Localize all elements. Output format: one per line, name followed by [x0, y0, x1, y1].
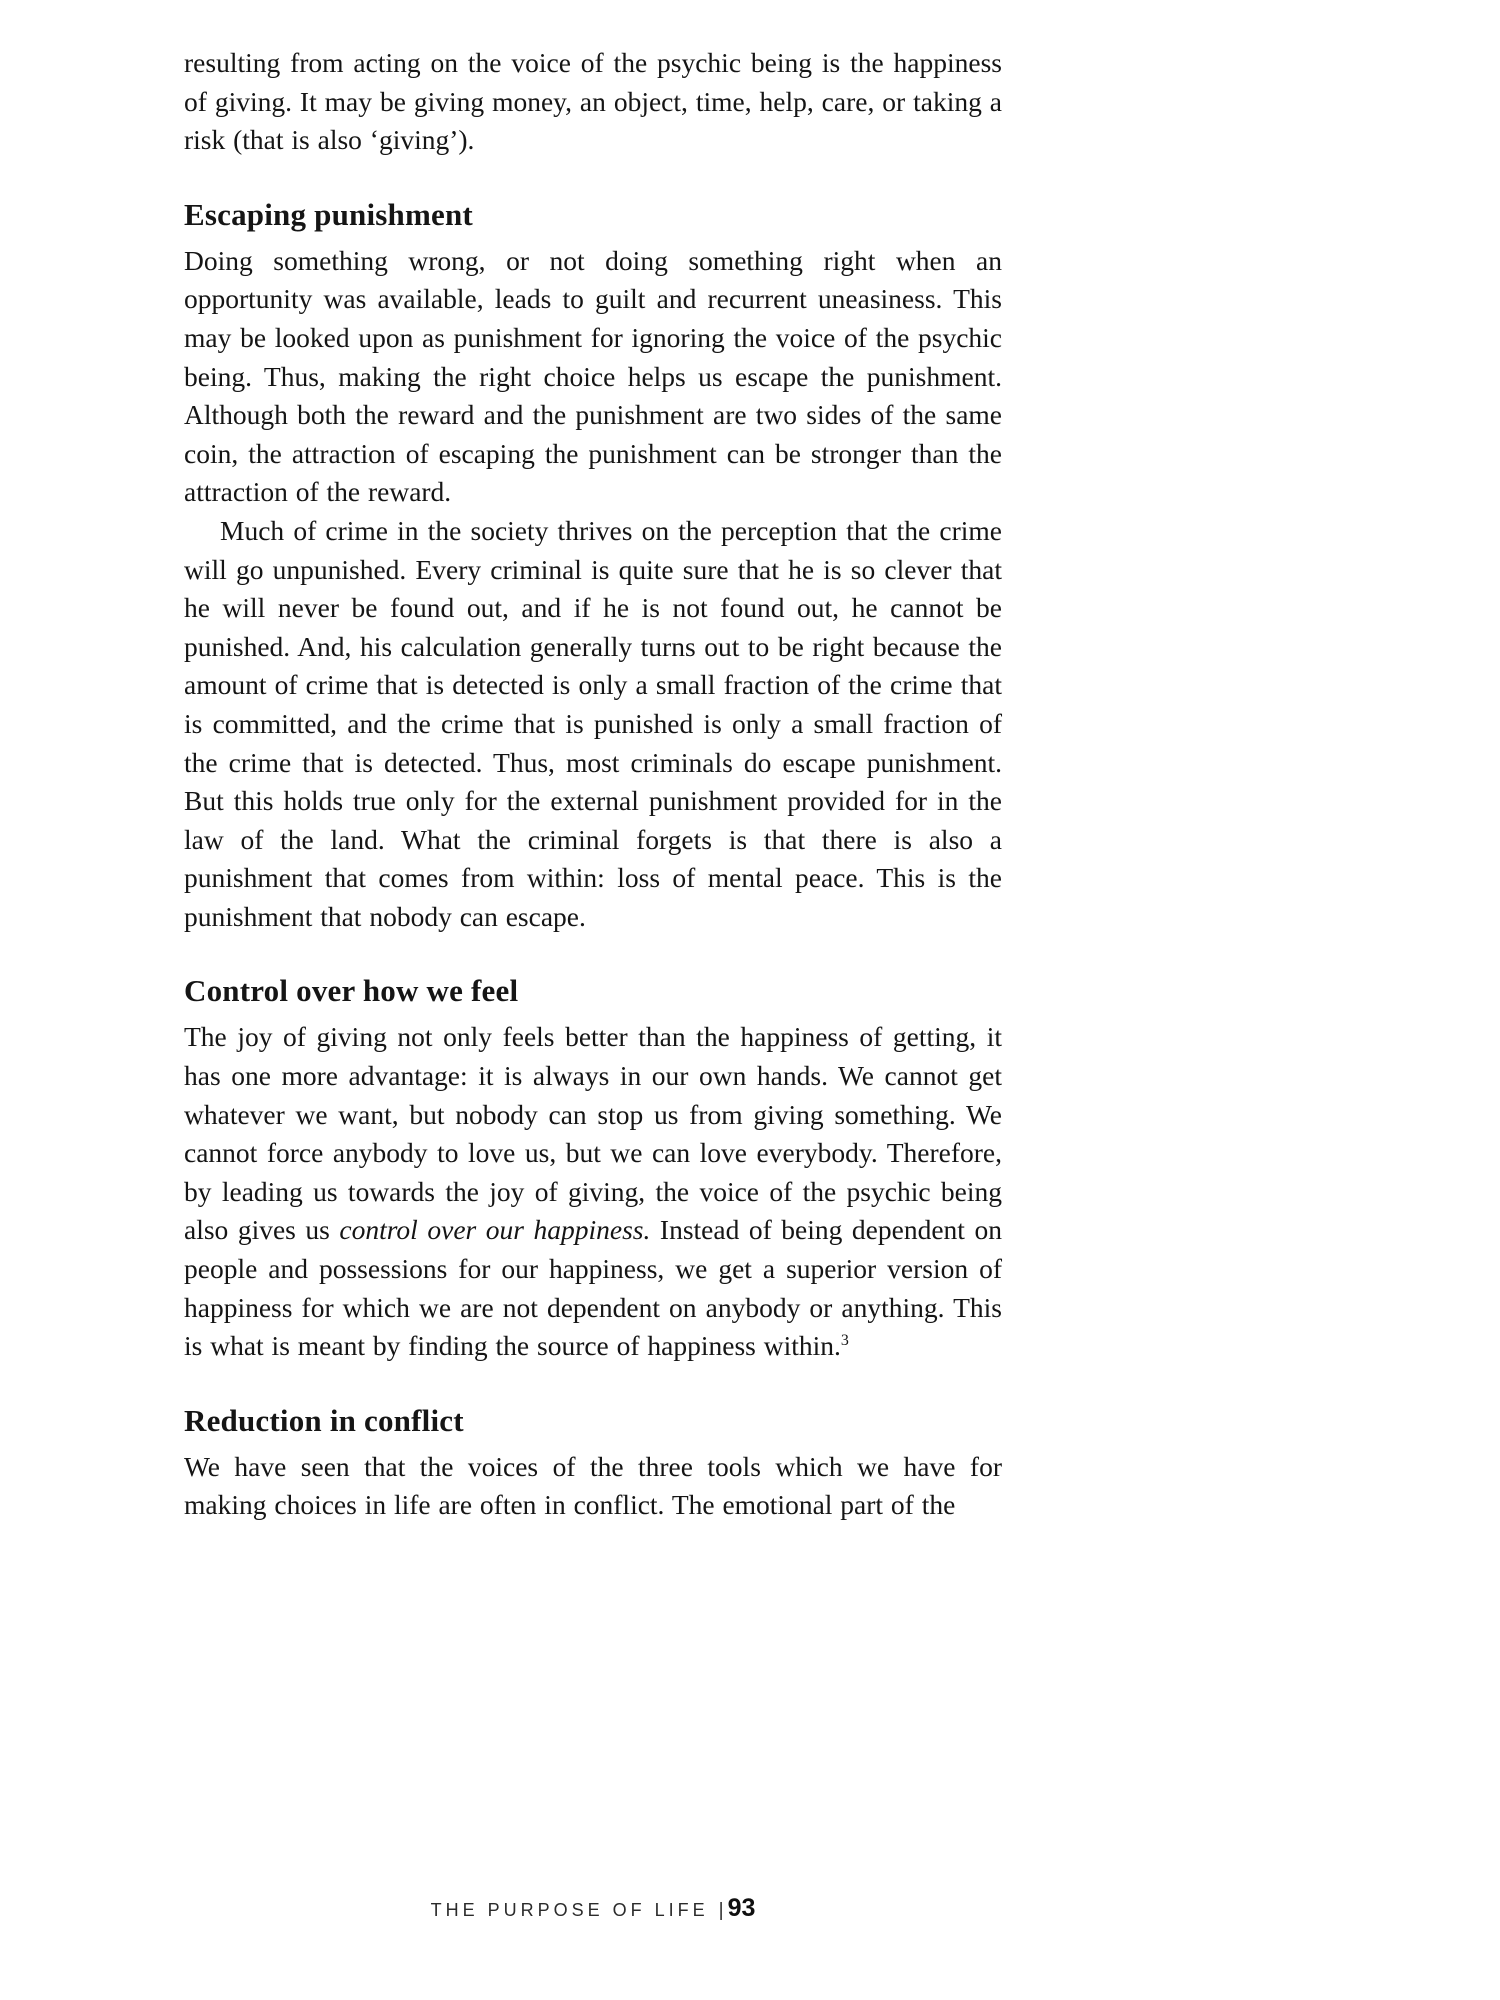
section-heading-control-over-how-we-feel: Control over how we feel: [184, 973, 519, 1009]
page-number: 93: [727, 1894, 756, 1922]
body-paragraph: Much of crime in the society thrives on the perception that the crime will go unpunished. Every criminal is quite sure that he is so clever that he will never be found out, and if he is not found out, he cannot be punished. And, his calculation generally turns out to be right because the amount of crime that is detected is only a small fraction of the crime that is committed, and the crime that is punished is only a small fraction of the crime that is detected. Thus, most criminals do escape punishment. But this holds true only for the external punishment provided for in the law of the land. What the criminal forgets is that there is also a punishment that comes from within: loss of mental peace. This is the punishment that nobody can escape.: [184, 514, 1002, 932]
paragraph-text: Instead of being dependent on people and possessions for our happiness, we get a superior version of happiness for which we are not dependent on anybody or anything. This is what is meant by finding the source of happiness within.: [184, 1214, 1002, 1362]
body-paragraph: Doing something wrong, or not doing something right when an opportunity was available, leads to guilt and recurrent uneasiness. This may be looked upon as punishment for ignoring the voice of the psychic being. Thus, making the right choice helps us escape the punishment. Although both the reward and the punishment are two sides of the same coin, the attraction of escaping the punishment can be stronger than the attraction of the reward.: [184, 244, 1002, 508]
italic-phrase: control over our happiness.: [339, 1214, 651, 1246]
page-content: [184, 44, 1002, 1525]
body-paragraph: We have seen that the voices of the three tools which we have for making choices in life are often in conflict. The emotional part of the: [184, 1450, 1002, 1521]
section-heading-escaping-punishment: Escaping punishment: [184, 196, 473, 232]
footnote-marker: 3: [840, 1332, 849, 1350]
running-title: THE PURPOSE OF LIFE: [430, 1900, 709, 1920]
body-paragraph: [184, 1018, 1002, 1365]
paragraph-text: The joy of giving not only feels better than the happiness of getting, it has one more advantage: it is always in our own hands. We cannot get whatever we want, but nobody can stop us from giving something. We cannot force anybody to love us, but we can love everybody. Therefore, by leading us towards the joy of giving, the voice of the psychic being also gives us: [184, 1021, 1002, 1246]
footer-separator: |: [718, 1900, 724, 1921]
page-footer: [184, 1894, 1002, 1923]
section-heading-reduction-in-conflict: Reduction in conflict: [184, 1402, 464, 1438]
continuation-paragraph: resulting from acting on the voice of the psychic being is the happiness of giving. It may be giving money, an object, time, help, care, or taking a risk (that is also ‘giving’).: [184, 47, 1002, 156]
